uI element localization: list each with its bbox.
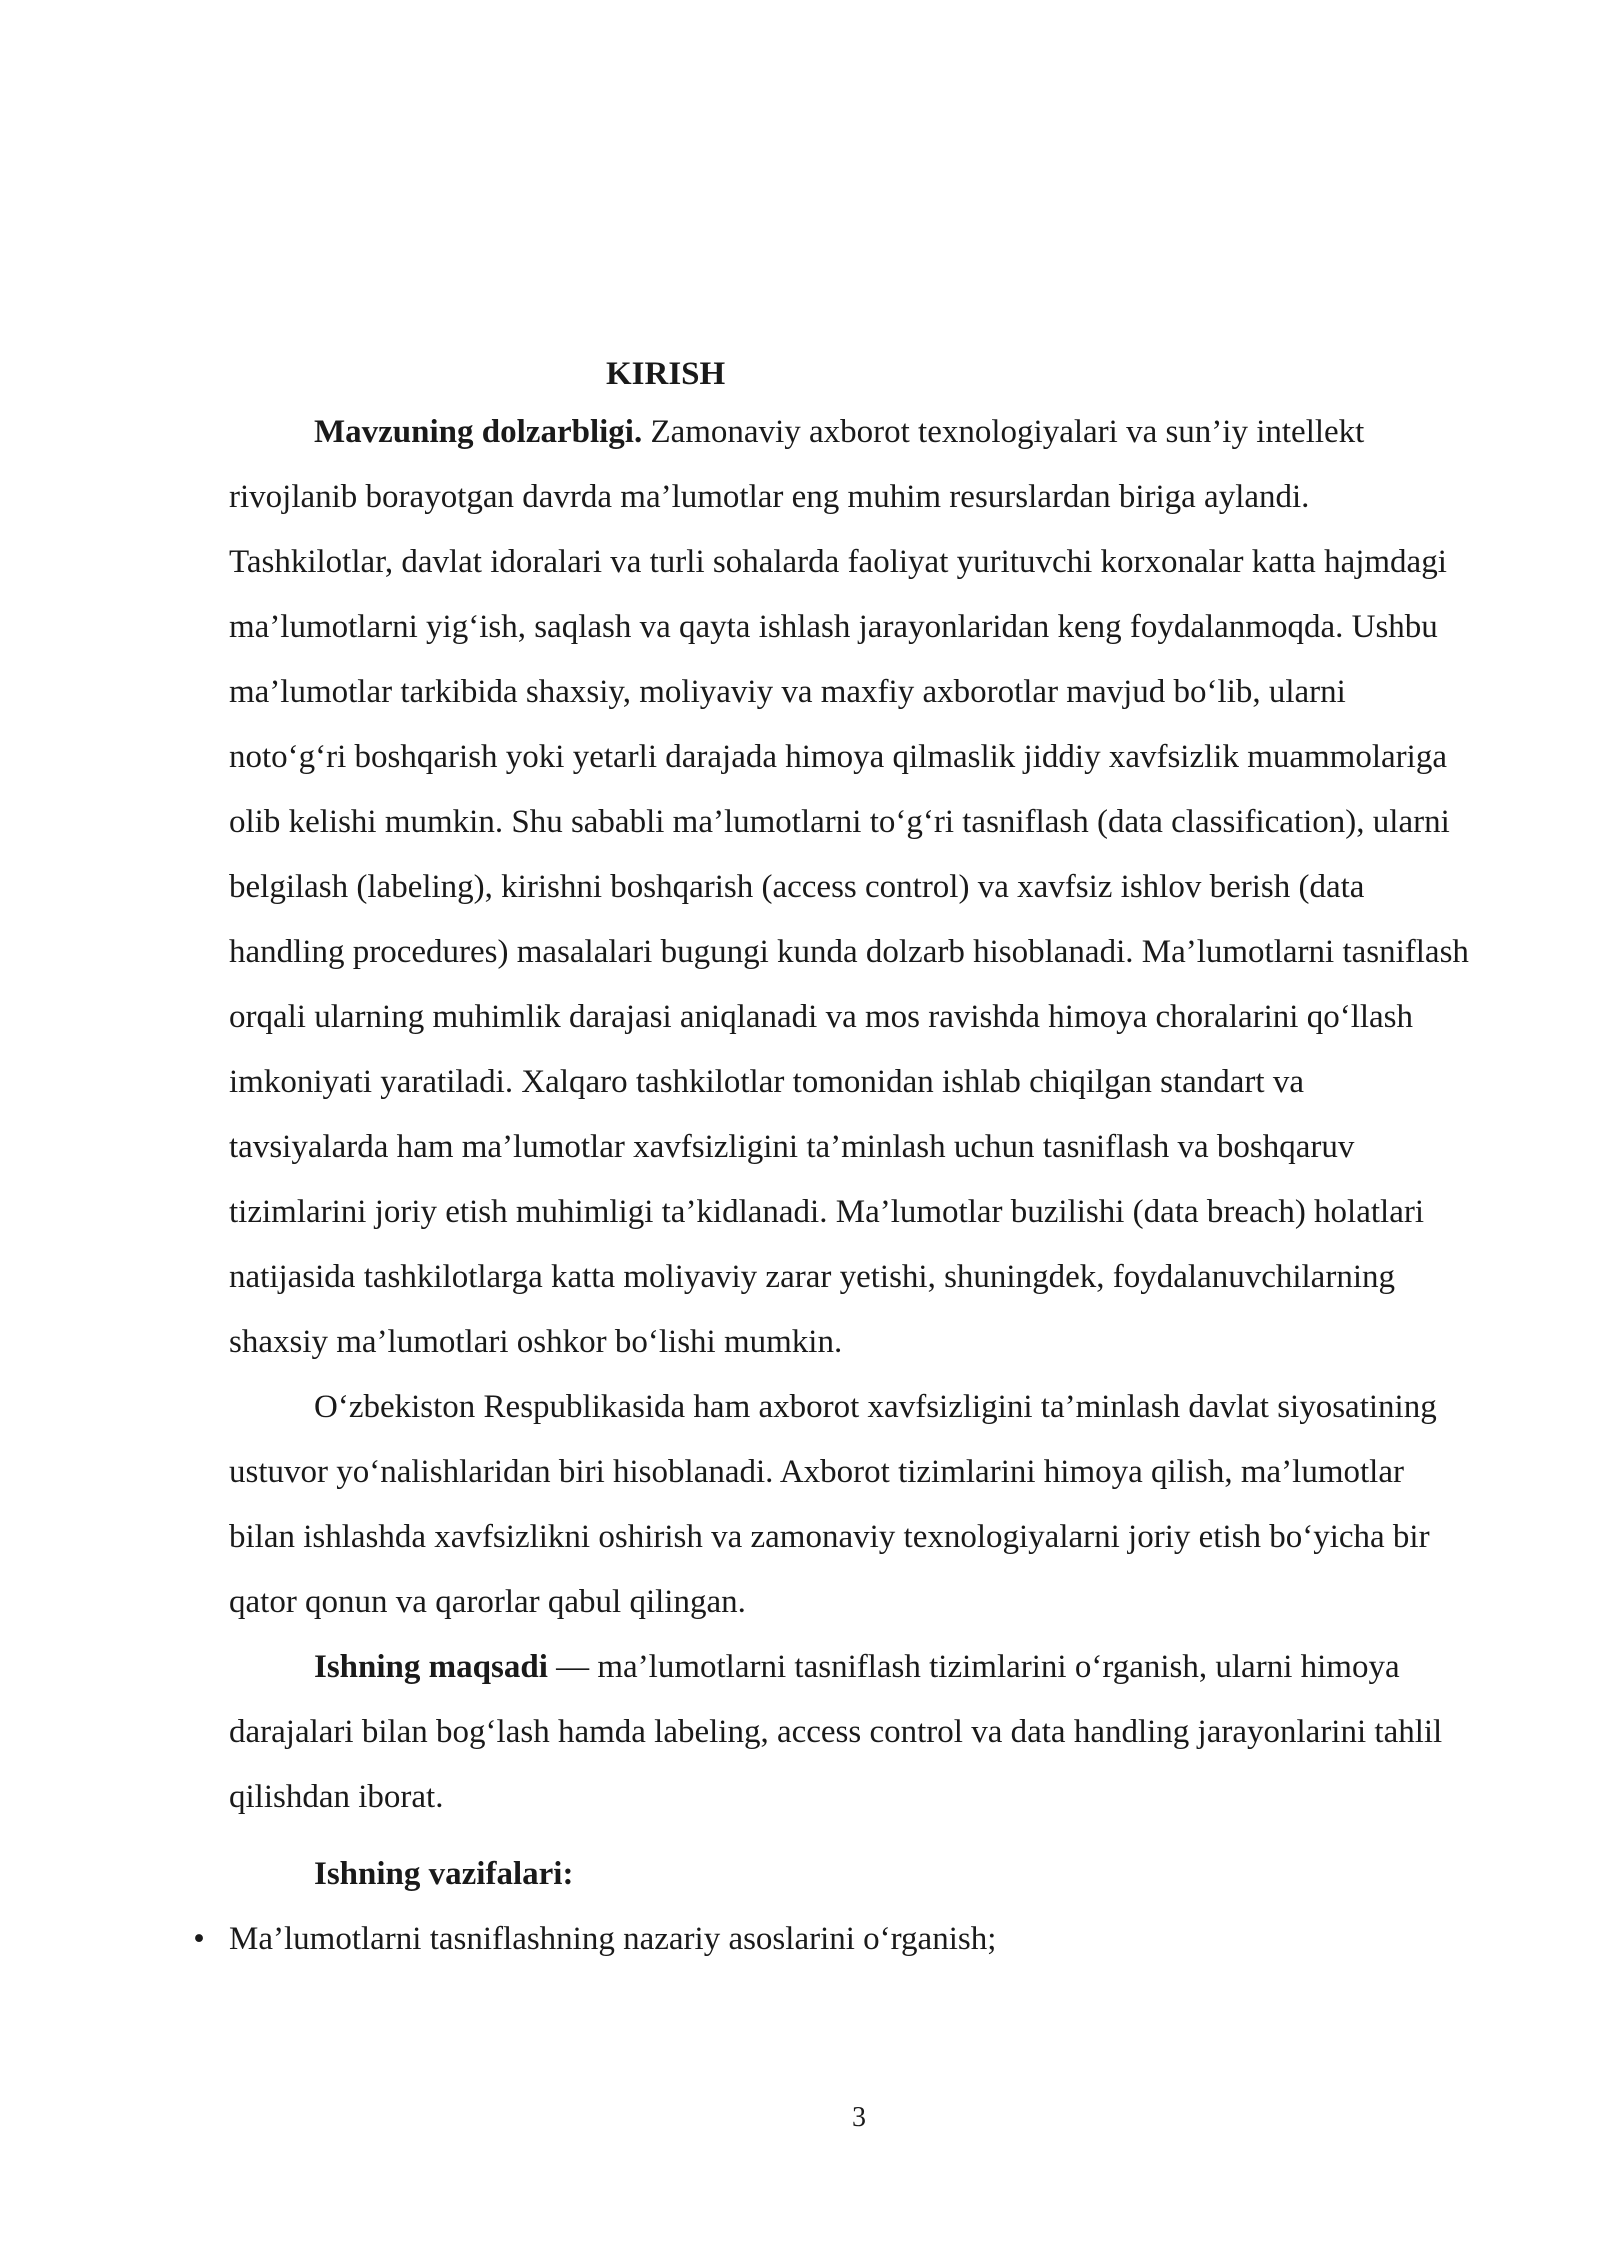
task-item (132, 1907, 1469, 1972)
uzbekistan-paragraph: O‘zbekiston Respublikasida ham axborot xavfsizligini ta’minlash davlat siyosatining ustuvor yo‘nalishlaridan biri hisoblanadi. Axborot tizimlarini himoya qilish, ma’lumotlar bilan ishlashda xavfsizlikni oshirish va zamonaviy texnologiyalarni joriy etish bo‘yicha bir qator qonun va qarorlar qabul qilingan. (229, 1389, 1437, 1620)
goal-paragraph (229, 1635, 1469, 1830)
relevance-text: Zamonaviy axborot texnologiyalari va sun’iy intellekt rivojlanib borayotgan davrda ma’lumotlar eng muhim resurslardan biriga aylandi. Tashkilotlar, davlat idoralari va turli sohalarda faoliyat yurituvchi korxonalar katta hajmdagi ma’lumotlarni yig‘ish, saqlash va qayta ishlash jarayonlaridan keng foydalanmoqda. Ushbu ma’lumotlar tarkibida shaxsiy, moliyaviy va maxfiy axborotlar mavjud bo‘lib, ularni noto‘g‘ri boshqarish yoki yetarli darajada himoya qilmaslik jiddiy xavfsizlik muammolariga olib kelishi mumkin. Shu sababli ma’lumotlarni to‘g‘ri tasniflash (data classification), ularni belgilash (labeling), kirishni boshqarish (access control) va xavfsiz ishlov berish (data handling procedures) masalalari bugungi kunda dolzarb hisoblanadi. Ma’lumotlarni tasniflash orqali ularning muhimlik darajasi aniqlanadi va mos ravishda himoya choralarini qo‘llash imkoniyati yaratiladi. Xalqaro tashkilotlar tomonidan ishlab chiqilgan standart va tavsiyalarda ham ma’lumotlar xavfsizligini ta’minlash uchun tasniflash va boshqaruv tizimlarini joriy etish muhimligi ta’kidlanadi. Ma’lumotlar buzilishi (data breach) holatlari natijasida tashkilotlarga katta moliyaviy zarar yetishi, shuningdek, foydalanuvchilarning shaxsiy ma’lumotlari oshkor bo‘lishi mumkin. (229, 414, 1469, 1360)
page-number: 3 (852, 2102, 866, 2133)
tasks-list (193, 1907, 1469, 1972)
page-content (193, 348, 1469, 1972)
goal-label: Ishning maqsadi (314, 1649, 548, 1685)
tasks-title: Ishning vazifalari: (314, 1856, 574, 1892)
relevance-paragraph (229, 400, 1469, 1375)
goal-text: — ma’lumotlarni tasniflash tizimlarini o‘rganish, ularni himoya darajalari bilan bog‘lash hamda labeling, access control va data handling jarayonlarini tahlil qilishdan iborat. (229, 1649, 1443, 1815)
bullet-icon: • (193, 1921, 205, 1957)
relevance-label: Mavzuning dolzarbligi. (314, 414, 643, 450)
section-heading: KIRISH (606, 356, 726, 392)
task-item-text: Ma’lumotlarni tasniflashning nazariy asoslarini o‘rganish; (229, 1921, 997, 1957)
